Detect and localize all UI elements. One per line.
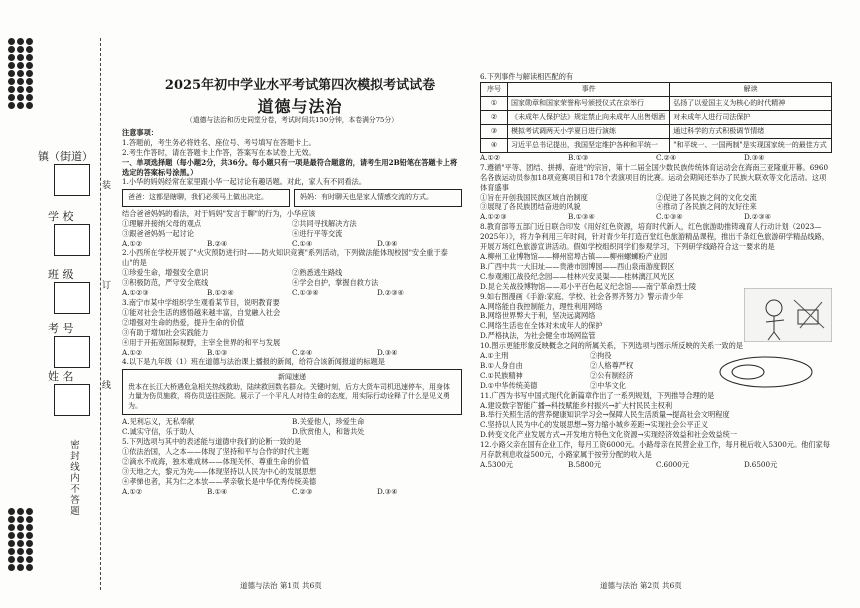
q9-answer[interactable]: B.网络世界弊大于利，坚决远离网络 (480, 311, 596, 321)
binding-dot (26, 548, 33, 555)
q6-header-note: 解读 (670, 82, 832, 96)
q3-answer[interactable]: C.②④ (292, 347, 313, 357)
binding-dot (17, 556, 24, 563)
binding-dot (8, 516, 15, 523)
field-label-school: 学 校 (48, 210, 74, 223)
binding-dot (8, 564, 15, 571)
binding-dot (17, 548, 24, 555)
binding-dot (17, 564, 24, 571)
q3-answer[interactable]: B.①③ (207, 347, 228, 357)
q10-answers (480, 351, 700, 391)
q9-answer[interactable]: D.严格执法，为社会健全市场网监管 (480, 331, 596, 341)
table-row (481, 110, 832, 124)
q5-answer[interactable]: D.③④ (377, 486, 398, 496)
q11-answer[interactable]: C.坚持以人民为中心的发展思想→努力缩小城乡差距→实现社会公平正义 (480, 420, 709, 430)
field-label-id: 考 号 (48, 322, 74, 335)
q8-answer[interactable]: A.柳州工业博物馆——柳州窑埠古镇——柳州螺蛳粉产业园 (480, 251, 668, 261)
q5-stem: 5.下列选项与其中的表述能与道德中我们的论断一致的是 (122, 437, 302, 447)
q6-cell: 对未成年人进行司法保护 (670, 110, 832, 124)
q3-answer[interactable]: D.③④ (377, 347, 398, 357)
q6-cell: ④ (481, 138, 508, 152)
q6-header-event: 事件 (508, 82, 670, 96)
q1-answer[interactable]: A.①② (122, 238, 143, 248)
binding-dot (26, 556, 33, 563)
q9-block (480, 292, 832, 342)
q10-answer[interactable]: B.①人身自由 (480, 360, 523, 370)
binding-dot (17, 524, 24, 531)
binding-dot (8, 54, 15, 61)
q9-stem: 9.如右图漫画《手游:家庭、学校、社会各界齐努力》警示青少年 (480, 291, 684, 301)
q8-stem: 8.教育部等五部门近日联合印发《用好红色资源，培育时代新人，红色旅游助推铸魂育人行动计划（2023—2025年）》，将力争利用三年时间，针对青少年打造百堂红色旅游精品课程，推出千条红色旅游研学精品线路，开展万场红色旅游宣讲活动。假如学校组织同学们参观学习，下列研学线路符合这一要求的是 (480, 222, 829, 252)
q1-answers (122, 239, 462, 249)
binding-dot (8, 548, 15, 555)
binding-dot (17, 508, 24, 515)
field-label-name: 姓 名 (48, 370, 74, 383)
q6-cell: 弘扬了以爱国主义为核心的时代精神 (670, 96, 832, 110)
q10-answer[interactable]: C.①民族精神 (480, 370, 523, 380)
q7-answer[interactable]: B.①③④ (568, 212, 595, 222)
q6-cell: ① (481, 96, 508, 110)
q5-answer[interactable]: A.①② (122, 486, 143, 496)
q6-answer[interactable]: B.①③ (568, 152, 589, 162)
q2-options (122, 268, 462, 288)
q2-answer[interactable]: D.②③④ (377, 288, 405, 298)
field-box-class[interactable] (54, 282, 90, 314)
binding-dot (8, 94, 15, 101)
q12-answers (480, 460, 832, 470)
binding-dots-bottom (8, 508, 34, 571)
binding-dot (17, 86, 24, 93)
q1-ask: 结合爸爸妈妈的看法，对于妈妈"发言于聊"的行为，小华应该 (122, 208, 316, 218)
q10-answer[interactable]: D.①中华传统美德 (480, 380, 538, 390)
edge-mark-2: 订 (102, 281, 112, 291)
q10-answer-sub: ②公有制经济 (590, 370, 634, 380)
footer-page-1: 道德与法治 第1页 共6页 (240, 581, 322, 590)
q3-option: ④用于开拓宽国际视野，主宰全世界的和平与发展 (122, 337, 281, 347)
q9-answer[interactable]: A.网络能自我控制能力，理性利用网络 (480, 301, 603, 311)
q4-answer[interactable]: A.见利忘义，无私奉献 (122, 417, 195, 427)
q6-cell: 模拟考试调两天小学夏日进行演练 (508, 124, 670, 138)
binding-dot (17, 62, 24, 69)
q6-answer[interactable]: D.③④ (744, 152, 765, 162)
binding-dot (8, 46, 15, 53)
binding-dot (26, 516, 33, 523)
edge-mark-1: 装 (102, 181, 112, 191)
binding-dashed-line (100, 38, 101, 590)
binding-dot (8, 556, 15, 563)
q7-answer[interactable]: C.①③④ (656, 212, 683, 222)
binding-dot (26, 540, 33, 547)
q12-answer[interactable]: D.6500元 (744, 460, 778, 469)
q1-answer[interactable]: C.①④ (292, 238, 313, 248)
q1-stem: 1.小华的妈妈经常在家里跟小华一起讨论有趣话题。对此，家人有不同看法。 (122, 177, 367, 187)
q2-answers (122, 288, 462, 298)
exam-title: 2025年初中学业水平考试第四次模拟考试试卷 (164, 78, 436, 93)
binding-dot (26, 70, 33, 77)
q4-answer[interactable]: B.关爱他人，珍爱生命 (292, 417, 365, 427)
q6-cell: 通过科学的方式积极调节情绪 (670, 124, 832, 138)
q12-answer[interactable]: A.5300元 (480, 460, 513, 469)
q2-option: ②熟悉逃生路线 (292, 268, 343, 278)
binding-dot (26, 102, 33, 109)
q7-option: ②促进了各民族之间的文化交流 (656, 192, 757, 202)
q1-option: ②共同寻找解决方法 (292, 218, 357, 228)
seal-note: 密封线内不答题 (70, 440, 80, 517)
binding-dot (17, 540, 24, 547)
footer-page-2: 道德与法治 第2页 共6页 (600, 581, 682, 590)
q2-answer[interactable]: A.①②③ (122, 288, 149, 298)
binding-dot (8, 540, 15, 547)
q2-answer[interactable]: C.①③④ (292, 288, 319, 298)
binding-dot (17, 70, 24, 77)
binding-dot (17, 46, 24, 53)
field-label-class: 班 级 (48, 268, 74, 281)
field-box-town[interactable] (54, 164, 90, 196)
q7-answer[interactable]: A.①②③ (480, 212, 507, 222)
q6-cell: ③ (481, 124, 508, 138)
binding-dot (17, 38, 24, 45)
q1-dialog-left: 爸爸：这都是瞎聊，我们必须马上做出决定。 (122, 189, 290, 207)
q6-cell: 《未成年人保护法》规定禁止向未成年人出售烟酒 (508, 110, 670, 124)
binding-dot (8, 532, 15, 539)
q4-box-title: 新闻速递 (278, 373, 306, 382)
binding-dot (8, 524, 15, 531)
q2-answer[interactable]: B.①②④ (207, 288, 234, 298)
q10-answer-sub: ②拘役 (590, 351, 612, 361)
q6-answer[interactable]: C.②④ (656, 152, 677, 162)
q3-stem: 3.南宁市某中学组织学生观看某节目，说明教育要 (122, 298, 280, 307)
binding-dot (26, 86, 33, 93)
q7-option: ③展现了各民族团结奋进的风貌 (480, 202, 581, 212)
binding-dot (17, 102, 24, 109)
q5-option: ②滴水不成海，独木难成林——体现关怀、尊重生命的价值 (122, 456, 309, 466)
binding-dot (8, 62, 15, 69)
notes-label: 注意事项： (122, 127, 158, 137)
q6-cell: 国家勋章和国家荣誉称号颁授仪式在京举行 (508, 96, 670, 110)
binding-dot (26, 62, 33, 69)
q6-cell: "和平统一、一国两制"是实现国家统一的最佳方式 (670, 138, 832, 152)
q5-option: ①依法治国，人之本——体现了坚持和平与合作的时代主题 (122, 447, 309, 457)
section-1-heading: 一、单项选择题（每小题2分，共36分。每小题只有一项是最符合题意的，请考生用2B铅笔在答题卡上将选定的答案标号涂黑。） (122, 157, 458, 177)
q4-stem: 4.以下是九年级（1）班在道德与法治课上播报的新闻，给符合该新闻报道的标题是 (122, 357, 385, 367)
q2-option: ①珍爱生命，增强安全意识 (122, 268, 209, 278)
q6-stem: 6.下列事件与解读相匹配的有 (480, 72, 574, 81)
q6-cell: ② (481, 110, 508, 124)
q3-answers (122, 348, 462, 358)
binding-dot (8, 102, 15, 109)
q9-cartoon-image (744, 288, 832, 342)
table-row (481, 96, 832, 110)
binding-dot (26, 46, 33, 53)
q7-option: ①旨在开创我国民族区域自治制度 (480, 192, 588, 202)
binding-dot (17, 78, 24, 85)
q6-header-no: 序号 (481, 82, 508, 96)
binding-dot (26, 78, 33, 85)
binding-dot (17, 532, 24, 539)
note-1: 1.答题前，考生务必将姓名、座位号、考号填写在答题卡上。 (122, 137, 316, 147)
binding-dot (26, 564, 33, 571)
q1-options (122, 219, 462, 239)
q5-answer[interactable]: B.①④ (207, 486, 228, 496)
edge-mark-3: 线 (102, 381, 112, 391)
q4-answers (122, 417, 462, 437)
binding-dot (26, 54, 33, 61)
binding-dot (8, 86, 15, 93)
field-label-town: 镇（街道） (38, 150, 93, 163)
q7-options (480, 193, 832, 213)
subject-title: 道德与法治 (257, 97, 343, 116)
q4-news-box (122, 369, 462, 415)
q7-answers (480, 212, 832, 222)
q2-stem: 2.小西所在学校开展了"火灾预防进行时——防火知识竞赛"系列活动，下列做法能体现校园"安全重于泰山"的是 (122, 248, 448, 268)
q10-answer-sub: ②人格尊严权 (590, 360, 634, 370)
q1-option: ③跟爸爸妈妈一起讨论 (122, 228, 194, 238)
q5-option: ③天地之大，黎元为先——体现坚持以人民为中心的发展思想 (122, 466, 317, 476)
q1-dialog (122, 187, 462, 209)
q11-stem: 11.广西为书写中国式现代化新篇章作出了一系列规划，下列推导合理的是 (480, 390, 715, 400)
q10-answer-sub: ②中华文化 (590, 380, 626, 390)
q11-answer[interactable]: D.转变文化产业发展方式→开发地方特色文化资源→实现经济效益和社会效益统一 (480, 430, 738, 440)
q7-stem: 7.遵循"平等、团结、拼搏、奋进"的宗旨，第十二届全国少数民族传统体育运动会在海南三亚隆重开幕。6960名各族运动员参加18项竞赛项目和178个表演项目的比赛。运动会期间还举办了民族大联欢等文化活动。这项体育盛事 (480, 162, 829, 192)
binding-dot (8, 70, 15, 77)
binding-dot (26, 38, 33, 45)
q4-answer[interactable]: D.欣赏他人，和谐共处 (292, 427, 365, 437)
right-column (480, 72, 832, 470)
binding-dot (17, 94, 24, 101)
binding-dot (8, 508, 15, 515)
q6-table (480, 82, 832, 153)
q12-answer[interactable]: C.6000元 (656, 460, 690, 469)
binding-dot (26, 532, 33, 539)
q8-answer[interactable]: D.昆仑关战役博物馆——邓小平百色起义纪念馆——南宁革命烈士陵 (480, 281, 697, 291)
q8-answer[interactable]: B.广西中共一大旧址——贵港市园博园——西山泉南游度假区 (480, 261, 675, 271)
q6-cell: 习近平总书记提出，我国坚定维护各种和平统一 (508, 138, 670, 152)
table-row (481, 138, 832, 152)
q1-option: ④进行平等交流 (292, 228, 343, 238)
binding-dots-top (8, 38, 34, 109)
q4-answer[interactable]: C.诚实守信，乐于助人 (122, 427, 195, 437)
binding-strip (4, 38, 116, 590)
binding-dot (17, 54, 24, 61)
field-box-school[interactable] (54, 224, 90, 256)
q12-stem: 12.小路父亲在国有企业工作，每月工资6000元。小路母亲在民营企业工作，每月税后收入5300元。他们家每月存款利息收益500元，小路家属于按劳分配的收入是 (480, 440, 830, 460)
q10-answer[interactable]: A.①主刑 (480, 351, 509, 361)
q8-answer[interactable]: C.参观湘江战役纪念园——桂林兴安灵渠——桂林漓江风光区 (480, 271, 675, 281)
q11-answer[interactable]: A.建设数字智能广播→科技赋能乡村振兴→扩大村民民主权利 (480, 400, 673, 410)
field-box-id[interactable] (54, 336, 90, 368)
q6-answer[interactable]: A.①② (480, 152, 501, 162)
q10-stem: 10.图示更能形象反映概念之间的所属关系，下列选项与图示所反映的关系一致的是 (480, 341, 743, 351)
q7-answer[interactable]: D.②③④ (744, 212, 772, 222)
q1-answer[interactable]: B.②④ (207, 238, 228, 248)
q1-answer[interactable]: D.③④ (377, 238, 398, 248)
binding-dot (26, 508, 33, 515)
q3-option: ③有助于增加社会实践能力 (122, 327, 209, 337)
binding-dot (26, 94, 33, 101)
q10-block (480, 341, 832, 391)
q7-option: ④推动了各民族之间的友好往来 (656, 202, 757, 212)
binding-dot (8, 38, 15, 45)
q9-answer[interactable]: C.网络生活也在全体对未成年人的保护 (480, 321, 603, 331)
binding-dot (8, 78, 15, 85)
q11-answer[interactable]: B.举行关照生活的营养健康知识学习会→保障人民生活质量→提高社会文明程度 (480, 410, 730, 420)
subtitle: （道德与法治和历史同堂分卷，考试时间共150分钟，本卷满分75分） (186, 116, 398, 124)
q3-option: ②增强对生命的热爱，提升生命的价值 (122, 317, 245, 327)
q3-option: ①能对社会生活的感悟越来越丰富，自觉融入社会 (122, 307, 281, 317)
q5-answers (122, 487, 462, 497)
q2-option: ④学会自护，掌握自救方法 (292, 278, 379, 288)
field-box-name[interactable] (54, 384, 90, 416)
q10-venn-diagram (718, 355, 814, 389)
q4-box-text: 贵本在长江大桥遇危急相关热线救助，陆续救回数名群众。关键时刻，后方大货车司机迅速停车，用身体力量为伤员施救，将伤员送往医院。展示了一个平凡人对待生命的态度，用实际行动诠释了什么是见义勇为。 (128, 382, 450, 410)
q3-answer[interactable]: A.①② (122, 347, 143, 357)
binding-dot (26, 524, 33, 531)
binding-dot (17, 516, 24, 523)
q12-answer[interactable]: B.5800元 (568, 460, 602, 469)
q6-answers (480, 153, 832, 163)
q1-dialog-right: 妈妈：有时聊天也是家人情感交流的方式。 (294, 189, 462, 207)
table-row (481, 124, 832, 138)
left-column (122, 116, 462, 497)
q5-option: ④孝悌也者，其为仁之本欤——孝亲敬长是中华优秀传统美德 (122, 476, 317, 486)
q1-option: ①理解并接纳父母的观点 (122, 218, 202, 228)
q2-option: ③积极防范，严守安全底线 (122, 278, 209, 288)
note-2: 2.考生作答时，请在答题卡上作答，答案写在本试卷上无效。 (122, 147, 316, 157)
q5-answer[interactable]: C.②③ (292, 486, 313, 496)
